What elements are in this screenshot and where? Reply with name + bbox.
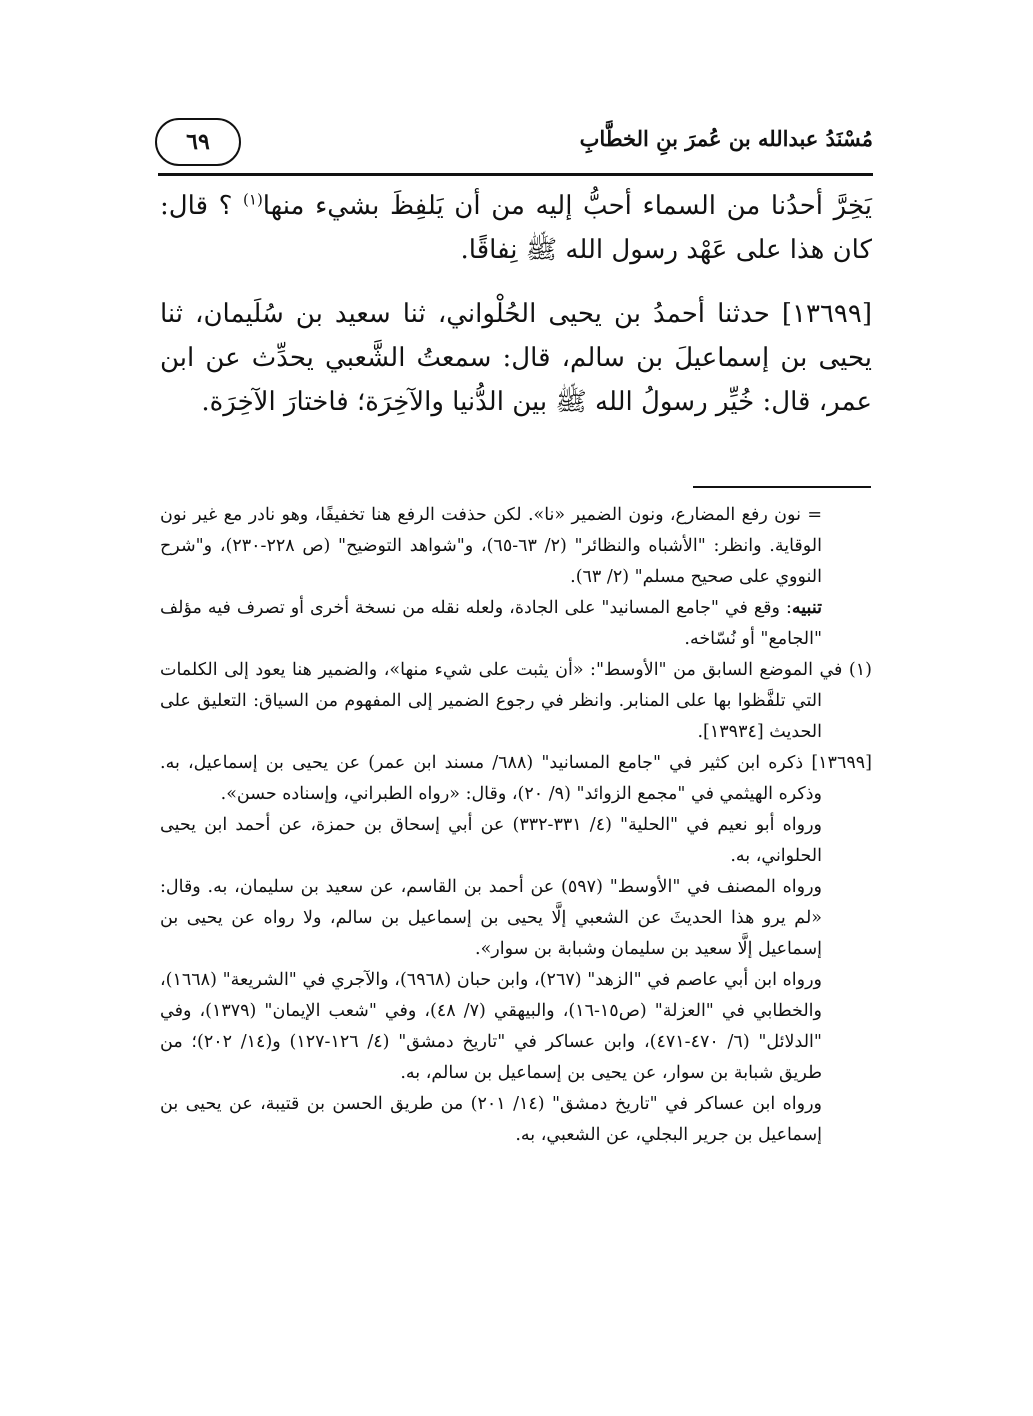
footnote-hadith-other-sources: ورواه ابن أبي عاصم في "الزهد" (٢٦٧)، وابن حبان (٦٩٦٨)، والآجري في "الشريعة" (١٦٦٨)، والخطابي في "العزلة" (ص١٥-١٦)، والبيهقي (٧/ ٤٨)، وفي "شعب الإيمان" (١٣٧٩)، وفي "الدلائل" (٦/ ٤٧٠-٤٧١)، وابن عساكر في "تاريخ دمشق" (٤/ ١٢٦-١٢٧) و(١٤/ ٢٠٢)؛ من طريق شبابة بن سوار، عن يحيى بن إسماعيل بن سالم، به.	[160, 970, 823, 1083]
header-rule	[158, 173, 873, 176]
footnote-hadith-awsat: ورواه المصنف في "الأوسط" (٥٩٧) عن أحمد بن القاسم، عن سعيد بن سليمان، به. وقال: «لم يرو هذا الحديثَ عن الشعبي إلَّا يحيى بن إسماعيل بن سالم، ولا رواه عن يحيى بن إسماعيل إلَّا سعيد بن سليمان وشبابة بن سوار».	[160, 877, 822, 959]
paragraph-1-end: ؟ قال: كان هذا على عَهْد رسول الله ﷺ نِفاقًا.	[160, 191, 872, 265]
footnote-1: (١) في الموضع السابق من "الأوسط": «أن يثبت على شيء منها»، والضمير هنا يعود إلى الكلمات التي تلفَّظوا بها على المنابر. وانظر في رجوع الضمير إلى المفهوم من السياق: التعليق على الحديث [١٣٩٣٤].	[160, 660, 872, 742]
footnotes	[160, 500, 872, 1151]
footnote-hadith-ibn-asakir: ورواه ابن عساكر في "تاريخ دمشق" (١٤/ ٢٠١) من طريق الحسن بن قتيبة، عن يحيى بن إسماعيل بن جرير البجلي، عن الشعبي، به.	[160, 1094, 822, 1145]
footnote-separator	[693, 486, 871, 488]
page-number: ٦٩	[155, 118, 241, 166]
footnote-hadith-13699: [١٣٦٩٩] ذكره ابن كثير في "جامع المسانيد" (٦٨٨/ مسند ابن عمر) عن يحيى بن إسماعيل، به. وذكره الهيثمي في "مجمع الزوائد" (٩/ ٢٠)، وقال: «رواه الطبراني، وإسناده حسن».	[160, 753, 872, 804]
main-text	[160, 184, 872, 424]
footnote-tanbih	[160, 593, 872, 655]
footnote-ref-1: (١)	[243, 190, 263, 209]
footnote-hadith-abu-nuaym: ورواه أبو نعيم في "الحلية" (٤/ ٣٣١-٣٣٢) عن أبي إسحاق بن حمزة، عن أحمد ابن يحيى الحلواني، به.	[160, 815, 822, 866]
page-header	[155, 118, 873, 170]
tanbih-text: : وقع في "جامع المسانيد" على الجادة، ولعله نقله من نسخة أخرى أو تصرف فيه مؤلف "الجامع" أو نُسّاخه.	[160, 598, 822, 649]
running-head: مُسْنَدُ عبدالله بن عُمرَ بنِ الخطَّابِ	[579, 126, 873, 151]
footnote-continuation: = نون رفع المضارع، ونون الضمير «نا». لكن حذفت الرفع هنا تخفيفًا، وهو نادر مع غير نون الوقاية. وانظر: "الأشباه والنظائر" (٢/ ٦٣-٦٥)، و"شواهد التوضيح" (ص ٢٢٨-٢٣٠)، و"شرح النووي على صحيح مسلم" (٢/ ٦٣).	[160, 505, 823, 587]
paragraph-1	[160, 184, 872, 272]
paragraph-1-text: يَخِرَّ أحدُنا من السماء أحبُّ إليه من أن يَلفِظَ بشيء منها	[262, 191, 872, 221]
tanbih-label: تنبيه	[791, 598, 822, 618]
hadith-13699: [١٣٦٩٩] حدثنا أحمدُ بن يحيى الحُلْواني، ثنا سعيد بن سُلَيمان، ثنا يحيى بن إسماعيلَ بن سالم، قال: سمعتُ الشَّعبي يحدِّث عن ابن عمر، قال: خُيِّر رسولُ الله ﷺ بين الدُّنيا والآخِرَة؛ فاختارَ الآخِرَة.	[160, 299, 872, 417]
